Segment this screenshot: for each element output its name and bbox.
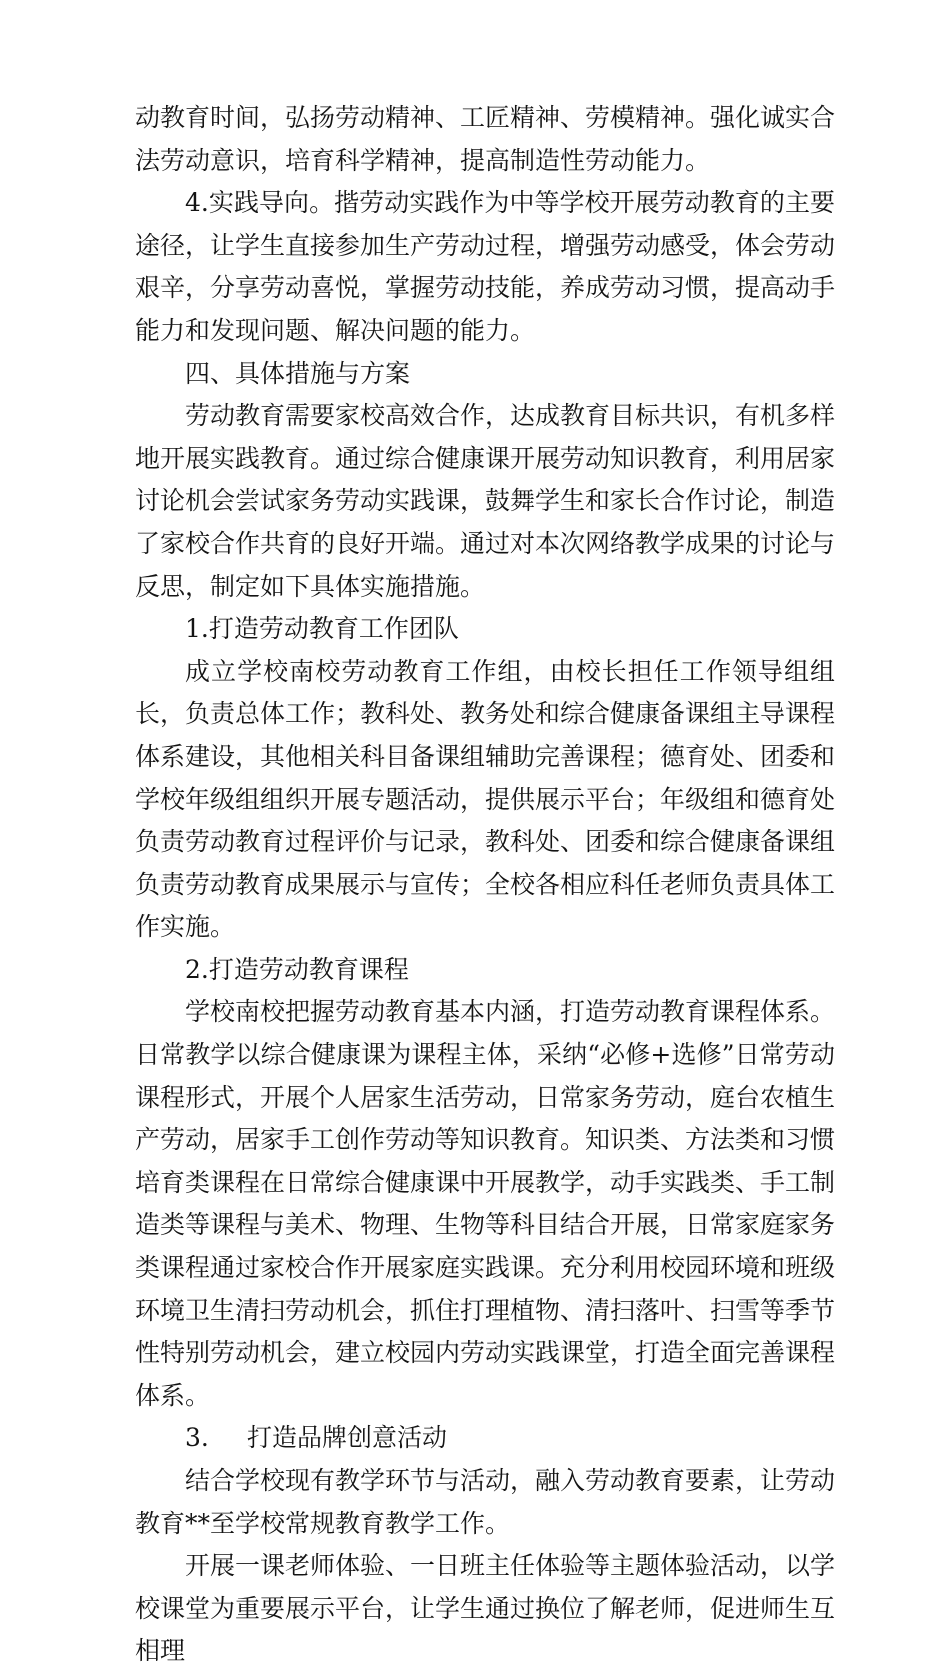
paragraph-experience-activities: 开展一课老师体验、一日班主任体验等主题体验活动，以学校课堂为重要展示平台，让学生通过换位了解老师，促进师生互相理 <box>135 1551 836 1666</box>
paragraph-home-school-cooperation: 劳动教育需要家校高效合作，达成教育目标共识，有机多样地开展实践教育。通过综合健康课开展劳动知识教育，利用居家讨论机会尝试家务劳动实践课，鼓舞学生和家长合作讨论，制造了家校合作共育的良好开端。通过对本次网络教学成果的讨论与反思，制定如下具体实施措施。 <box>135 401 836 601</box>
paragraph-practice-orientation: 4.实践导向。揩劳动实践作为中等学校开展劳动教育的主要途径，让学生直接参加生产劳动过程，增强劳动感受，体会劳动艰辛，分享劳动喜悦，掌握劳动技能，养成劳动习惯，提高动手能力和发现问题、解决问题的能力。 <box>135 188 836 345</box>
paragraph-work-team: 成立学校南校劳动教育工作组，由校长担任工作领导组组长，负责总体工作；教科处、教务处和综合健康备课组主导课程体系建设，其他相关科目备课组辅助完善课程；德育处、团委和学校年级组组织开展专题活动，提供展示平台；年级组和德育处负责劳动教育过程评价与记录，教科处、团委和综合健康备课组负责劳动教育成果展示与宣传；全校各相应科任老师负责具体工作实施。 <box>135 656 836 942</box>
paragraph-curriculum: 学校南校把握劳动教育基本内涵，打造劳动教育课程体系。日常教学以综合健康课为课程主体，采纳“必修+选修”日常劳动课程形式，开展个人居家生活劳动，日常家务劳动，庭台农植生产劳动，居家手工创作劳动等知识教育。知识类、方法类和习惯培育类课程在日常综合健康课中开展教学，动手实践类、手工制造类等课程与美术、物理、生物等科目结合开展，日常家庭家务类课程通过家校合作开展家庭实践课。充分利用校园环境和班级环境卫生清扫劳动机会，抓住打理植物、清扫落叶、扫雪等季节性特别劳动机会，建立校园内劳动实践课堂，打造全面完善课程体系。 <box>135 997 836 1410</box>
subheading-work-team: 1.打造劳动教育工作团队 <box>185 614 459 644</box>
subheading-curriculum: 2.打造劳动教育课程 <box>185 954 409 984</box>
paragraph-labor-spirit: 动教育时间，弘扬劳动精神、工匠精神、劳模精神。强化诚实合法劳动意识，培育科学精神，提高制造性劳动能力。 <box>135 103 836 175</box>
section-heading-measures: 四、具体措施与方案 <box>185 358 411 388</box>
subheading-brand-activities <box>135 1417 835 1460</box>
paragraph-integrate-labor: 结合学校现有教学环节与活动，融入劳动教育要素，让劳动教育**至学校常规教育教学工作。 <box>135 1466 836 1538</box>
document-body <box>135 97 835 1673</box>
subheading-text: 打造品牌创意活动 <box>247 1423 448 1453</box>
subheading-number: 3. <box>185 1423 209 1453</box>
